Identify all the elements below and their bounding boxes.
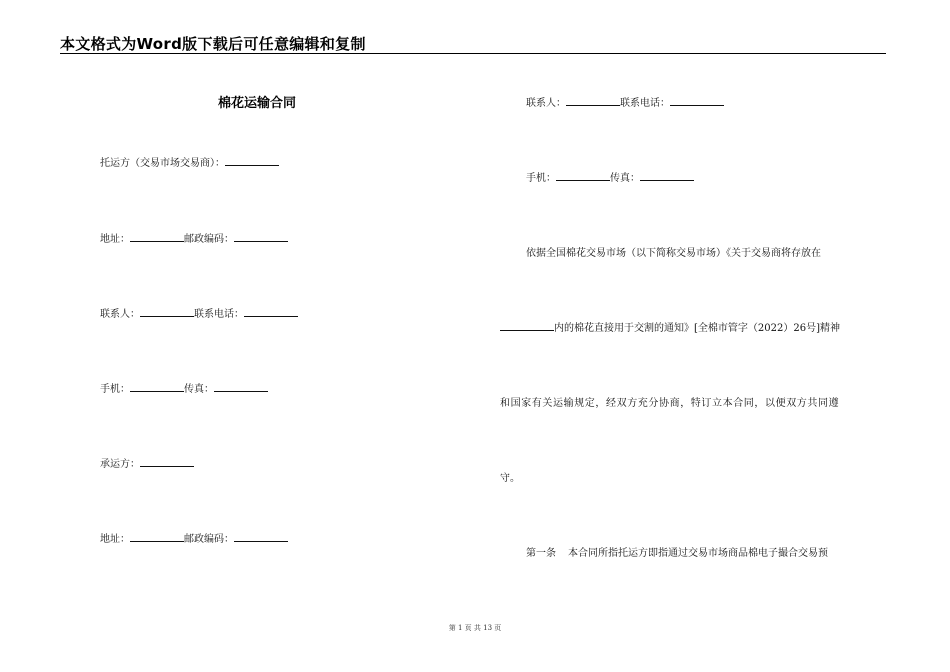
page-footer bbox=[0, 623, 950, 633]
carrier-contact-phone-label: 联系电话： bbox=[620, 98, 670, 109]
article-1-text: 本合同所指托运方即指通过交易市场商品棉电子撮合交易预 bbox=[568, 548, 828, 559]
address-blank bbox=[130, 240, 184, 242]
contact-phone-label: 联系电话： bbox=[194, 309, 244, 320]
address-label: 地址： bbox=[100, 234, 130, 245]
location-blank bbox=[500, 329, 554, 331]
carrier-postcode-label: 邮政编码： bbox=[184, 534, 234, 545]
article-1-label: 第一条 bbox=[526, 548, 556, 559]
carrier-contact-line bbox=[526, 94, 724, 109]
footer-mid: 页 共 bbox=[464, 624, 481, 632]
consignor-contact-line bbox=[100, 305, 298, 320]
carrier-postcode-blank bbox=[234, 540, 288, 542]
carrier-blank bbox=[140, 465, 194, 467]
paragraph-line-3: 和国家有关运输规定，经双方充分协商，特订立本合同，以便双方共同遵 bbox=[500, 398, 840, 409]
paragraph-line-2 bbox=[500, 319, 886, 334]
postcode-blank bbox=[234, 240, 288, 242]
banner-divider bbox=[60, 53, 886, 54]
consignor-mobile-line bbox=[100, 380, 268, 395]
carrier-contact-blank bbox=[566, 104, 620, 106]
paragraph-line-4: 守。 bbox=[500, 473, 520, 484]
footer-suffix: 页 bbox=[494, 624, 502, 632]
footer-prefix: 第 bbox=[448, 624, 456, 632]
mobile-blank bbox=[130, 390, 184, 392]
carrier-address-line bbox=[100, 530, 288, 545]
carrier-fax-blank bbox=[640, 179, 694, 181]
consignor-label: 托运方（交易市场交易商）： bbox=[100, 158, 225, 169]
carrier-address-blank bbox=[130, 540, 184, 542]
contact-blank bbox=[140, 315, 194, 317]
postcode-label: 邮政编码： bbox=[184, 234, 234, 245]
contact-phone-blank bbox=[244, 315, 298, 317]
paragraph-line-1: 依据全国棉花交易市场（以下简称交易市场）《关于交易商将存放在 bbox=[526, 248, 821, 259]
carrier-label: 承运方： bbox=[100, 459, 140, 470]
carrier-mobile-label: 手机： bbox=[526, 173, 556, 184]
fax-blank bbox=[214, 390, 268, 392]
footer-total-pages: 13 bbox=[483, 624, 493, 632]
fax-label: 传真： bbox=[184, 384, 214, 395]
carrier-line bbox=[100, 455, 194, 470]
carrier-contact-label: 联系人： bbox=[526, 98, 566, 109]
carrier-contact-phone-blank bbox=[670, 104, 724, 106]
paragraph-line-2-text: 内的棉花直接用于交割的通知》[全棉市管字（2022）26号]精神 bbox=[554, 323, 840, 334]
consignor-address-line bbox=[100, 230, 288, 245]
article-1-line bbox=[526, 544, 886, 559]
consignor-blank bbox=[225, 164, 279, 166]
carrier-fax-label: 传真： bbox=[610, 173, 640, 184]
carrier-mobile-line bbox=[526, 169, 694, 184]
carrier-mobile-blank bbox=[556, 179, 610, 181]
mobile-label: 手机： bbox=[100, 384, 130, 395]
consignor-line bbox=[100, 154, 279, 169]
carrier-address-label: 地址： bbox=[100, 534, 130, 545]
footer-page-number: 1 bbox=[457, 624, 463, 632]
document-banner: 本文格式为Word版下载后可任意编辑和复制 bbox=[60, 35, 366, 53]
contact-label: 联系人： bbox=[100, 309, 140, 320]
contract-title: 棉花运输合同 bbox=[218, 96, 297, 111]
